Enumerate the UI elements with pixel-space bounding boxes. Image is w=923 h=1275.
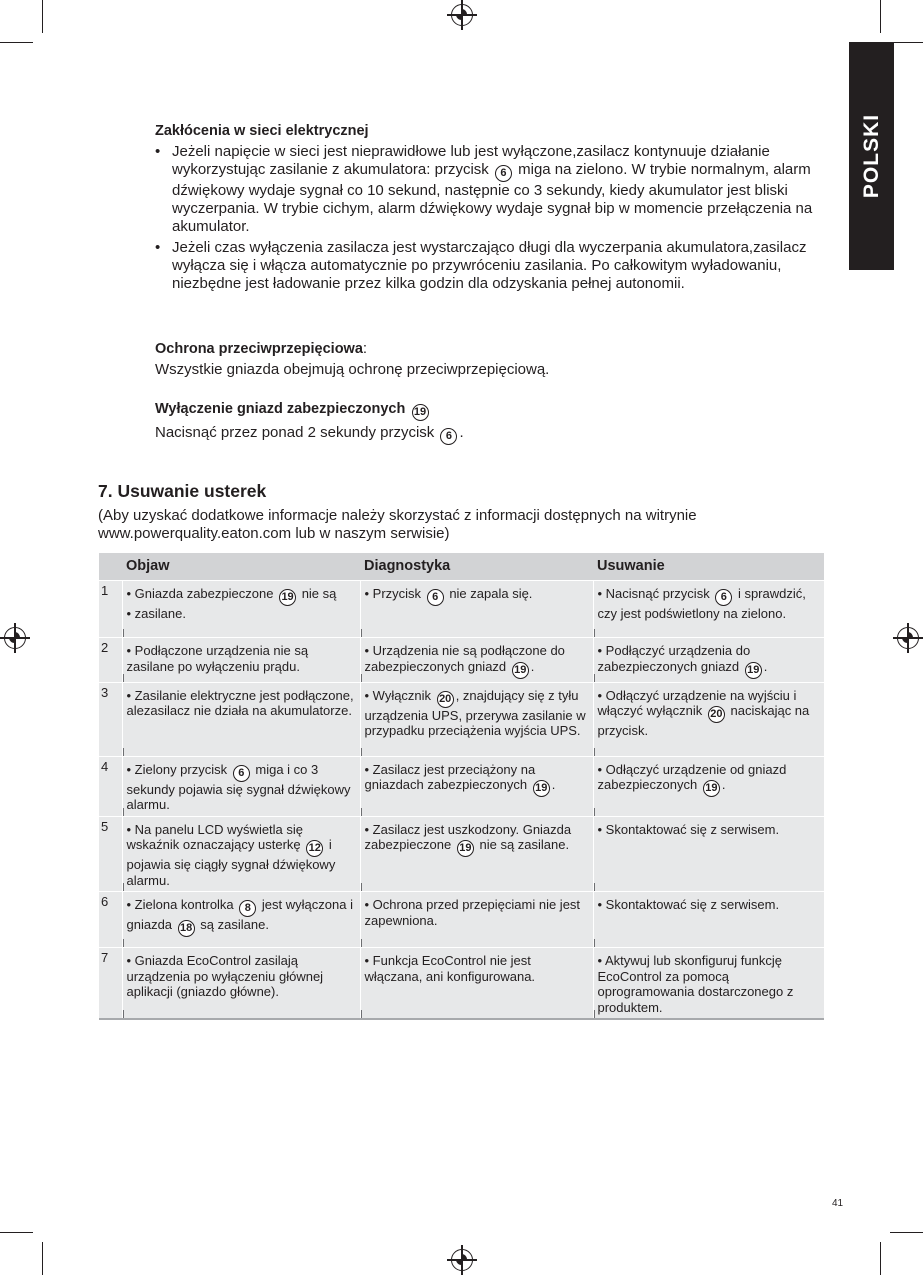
diagnosis-cell: • Ochrona przed przepięciami nie jest zapewniona.: [360, 892, 593, 948]
table-row: [99, 638, 824, 683]
registration-mark-icon: [897, 627, 919, 649]
language-tab: [849, 42, 894, 270]
diagnosis-cell: • Wyłącznik 20 , znajdujący się z tyłu urządzenia UPS, przerywa zasilanie w przypadku przeciążenia wyjścia UPS.: [360, 682, 593, 756]
row-number: 6: [99, 892, 122, 948]
header-cell: [99, 553, 122, 581]
section-outlet-shutdown: Wyłączenie gniazd zabezpieczonych 19 Nacisnąć przez ponad 2 sekundy przycisk 6 .: [155, 400, 835, 445]
symptom-cell: • Gniazda EcoControl zasilają urządzenia po wyłączeniu głównej aplikacji (gniazdo główne).: [122, 948, 360, 1020]
callout-19-icon: 19: [412, 404, 429, 421]
crop-mark: [890, 1232, 923, 1233]
header-remedy: Usuwanie: [593, 553, 824, 581]
table-row: [99, 816, 824, 892]
remedy-cell: • Nacisnąć przycisk 6 i sprawdzić, czy jest podświetlony na zielono.: [593, 581, 824, 638]
table-row: [99, 581, 824, 638]
symptom-cell: • Zielony przycisk 6 miga i co 3 sekundy pojawia się sygnał dźwiękowy alarmu.: [122, 756, 360, 816]
header-symptom: Objaw: [122, 553, 360, 581]
crop-mark: [0, 1232, 33, 1233]
section-heading: Ochrona przeciwprzepięciowa: [155, 341, 363, 357]
remedy-cell: • Odłączyć urządzenie od gniazd zabezpieczonych 19 .: [593, 756, 824, 816]
crop-mark: [42, 1242, 43, 1275]
row-number: 4: [99, 756, 122, 816]
diagnosis-cell: • Urządzenia nie są podłączone do zabezpieczonych gniazd 19 .: [360, 638, 593, 683]
callout-20-icon: 20: [437, 691, 454, 708]
registration-mark-icon: [4, 627, 26, 649]
callout-19-icon: 19: [703, 780, 720, 797]
callout-19-icon: 19: [279, 589, 296, 606]
callout-19-icon: 19: [457, 840, 474, 857]
callout-19-icon: 19: [533, 780, 550, 797]
header-diagnosis: Diagnostyka: [360, 553, 593, 581]
diagnosis-cell: • Zasilacz jest przeciążony na gniazdach zabezpieczonych 19 .: [360, 756, 593, 816]
callout-19-icon: 19: [745, 662, 762, 679]
remedy-cell: • Skontaktować się z serwisem.: [593, 892, 824, 948]
registration-mark-icon: [451, 4, 473, 26]
troubleshooting-intro: (Aby uzyskać dodatkowe informacje należy skorzystać z informacji dostępnych na witrynie www.powerquality.eaton.com lub w naszym serwisie): [98, 507, 697, 542]
symptom-cell: • Zielona kontrolka 8 jest wyłączona i gniazda 18 są zasilane.: [122, 892, 360, 948]
list-item: • Jeżeli czas wyłączenia zasilacza jest wystarczająco długi dla wyczerpania akumulatora,zasilacz wyłącza się i włącza automatycznie po przywróceniu zasilania. Po całkowitym wyładowaniu, niezbędne jest ładowanie przez kilka godzin dla odzyskania pełnej autonomii.: [155, 239, 835, 293]
row-number: 5: [99, 816, 122, 892]
callout-6-icon: 6: [233, 765, 250, 782]
remedy-cell: • Odłączyć urządzenie na wyjściu i włączyć wyłącznik 20 naciskając na przycisk.: [593, 682, 824, 756]
crop-mark: [42, 0, 43, 33]
section-surge-protection: Ochrona przeciwprzepięciowa: Wszystkie gniazda obejmują ochronę przeciwprzepięciową.: [155, 340, 835, 379]
section-text: Wszystkie gniazda obejmują ochronę przeciwprzepięciową.: [155, 361, 550, 378]
diagnosis-cell: • Przycisk 6 nie zapala się.: [360, 581, 593, 638]
callout-6-icon: 6: [495, 165, 512, 182]
table-row: [99, 756, 824, 816]
row-number: 2: [99, 638, 122, 683]
callout-12-icon: 12: [306, 840, 323, 857]
row-number: 7: [99, 948, 122, 1020]
remedy-cell: • Podłączyć urządzenia do zabezpieczonych gniazd 19 .: [593, 638, 824, 683]
callout-20-icon: 20: [708, 706, 725, 723]
callout-18-icon: 18: [178, 920, 195, 937]
callout-6-icon: 6: [440, 428, 457, 445]
language-tab-label: POLSKI: [859, 113, 883, 199]
remedy-cell: • Aktywuj lub skonfiguruj funkcję EcoControl za pomocą oprogramowania dostarczonego z produktem.: [593, 948, 824, 1020]
table-row: [99, 892, 824, 948]
troubleshooting-title: 7. Usuwanie usterek: [98, 481, 267, 501]
symptom-cell: • Zasilanie elektryczne jest podłączone, alezasilacz nie działa na akumulatorze.: [122, 682, 360, 756]
troubleshooting-table: [99, 553, 824, 1020]
callout-8-icon: 8: [239, 900, 256, 917]
section-power-disturbance: [155, 122, 835, 293]
crop-mark: [890, 42, 923, 43]
registration-mark-icon: [451, 1249, 473, 1271]
table-header-row: [99, 553, 824, 581]
remedy-cell: • Skontaktować się z serwisem.: [593, 816, 824, 892]
list-item: • Jeżeli napięcie w sieci jest nieprawidłowe lub jest wyłączone,zasilacz kontynuuje działanie wykorzystując zasilanie z akumulatora: przycisk 6 miga na zielono. W trybie normalnym, alarm dźwiękowy wydaje sygnał co 10 sekund, następnie co 3 sekundy, kiedy akumulator jest bliski wyczerpania. W trybie cichym, alarm dźwiękowy wydaje sygnał bip w momencie przełączenia na akumulator.: [155, 143, 835, 236]
symptom-cell: • Podłączone urządzenia nie są zasilane po wyłączeniu prądu.: [122, 638, 360, 683]
symptom-cell: • Na panelu LCD wyświetla się wskaźnik oznaczający usterkę 12 i pojawia się ciągły sygnał dźwiękowy alarmu.: [122, 816, 360, 892]
callout-6-icon: 6: [715, 589, 732, 606]
section-heading: Wyłączenie gniazd zabezpieczonych: [155, 401, 406, 417]
diagnosis-cell: • Zasilacz jest uszkodzony. Gniazda zabezpieczone 19 nie są zasilane.: [360, 816, 593, 892]
row-number: 3: [99, 682, 122, 756]
bullet-list: [155, 143, 835, 293]
table-row: [99, 682, 824, 756]
crop-mark: [0, 42, 33, 43]
crop-mark: [880, 1242, 881, 1275]
callout-19-icon: 19: [512, 662, 529, 679]
page-number: 41: [832, 1198, 844, 1209]
diagnosis-cell: • Funkcja EcoControl nie jest włączana, ani konfigurowana.: [360, 948, 593, 1020]
crop-mark: [880, 0, 881, 33]
callout-6-icon: 6: [427, 589, 444, 606]
row-number: 1: [99, 581, 122, 638]
section-heading: Zakłócenia w sieci elektrycznej: [155, 123, 369, 139]
symptom-cell: • Gniazda zabezpieczone 19 nie są • zasilane.: [122, 581, 360, 638]
table-row: [99, 948, 824, 1020]
